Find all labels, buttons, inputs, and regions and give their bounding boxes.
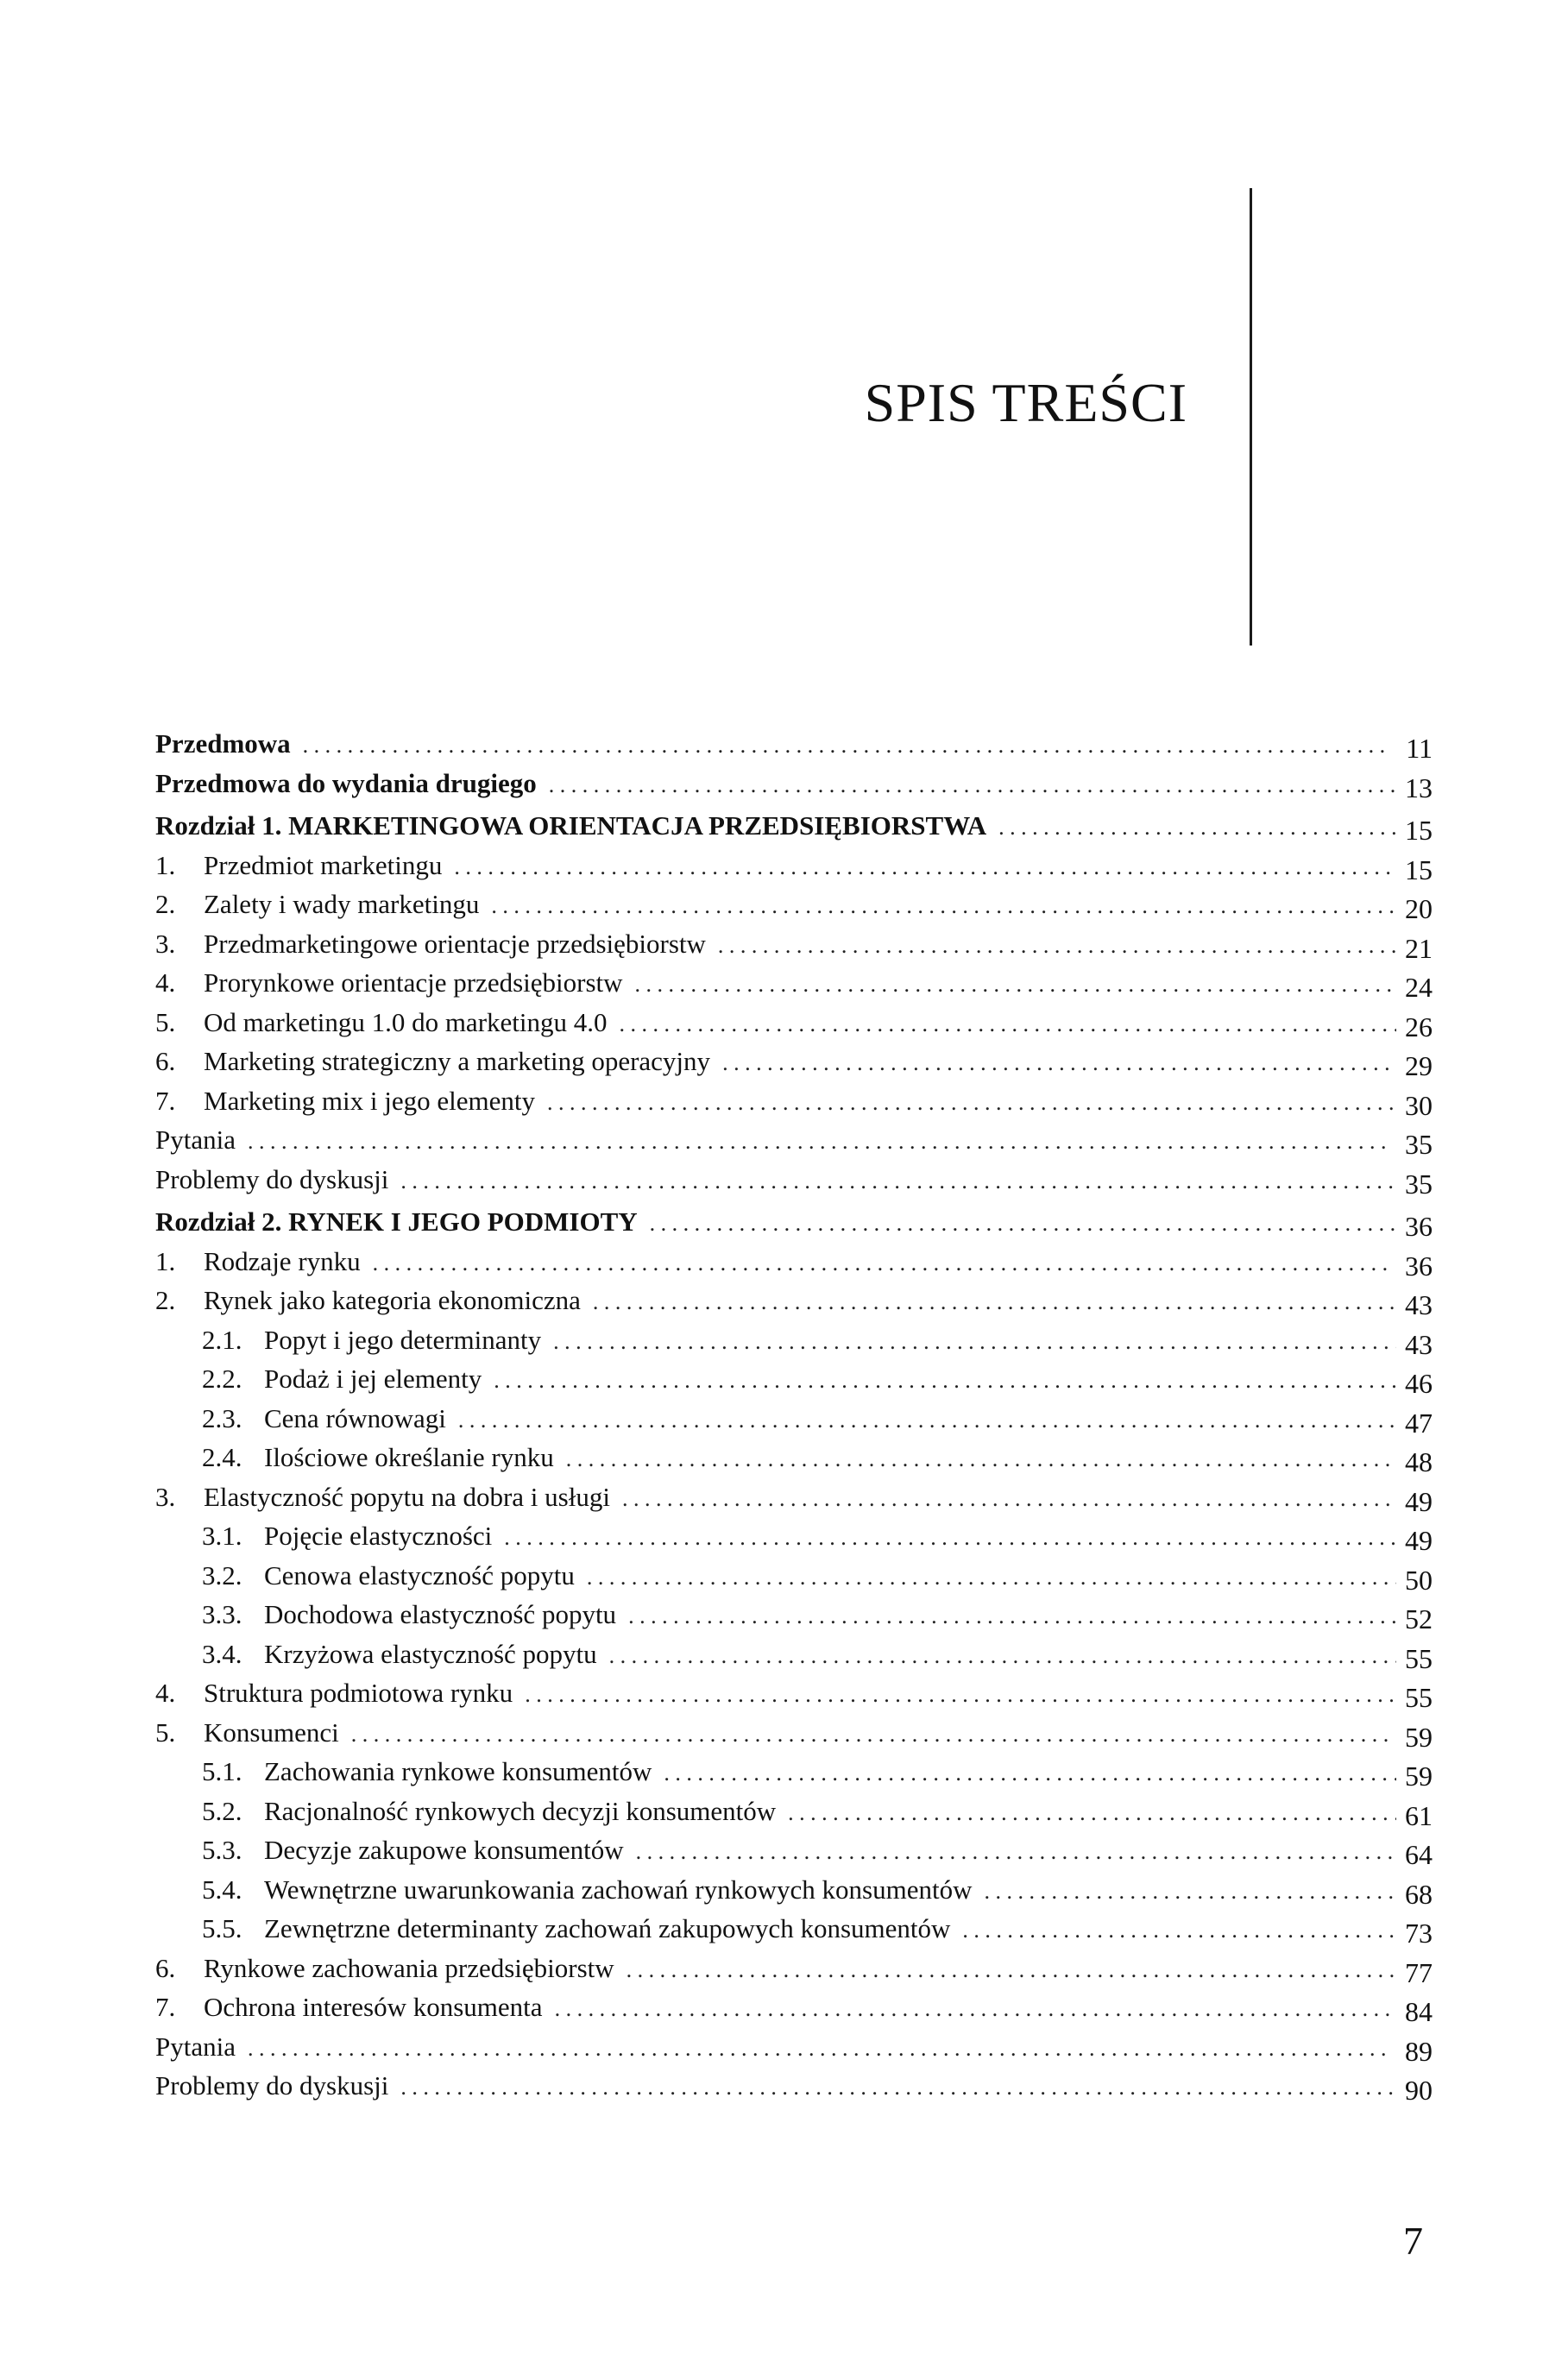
- toc-entry[interactable]: [155, 2069, 1433, 2109]
- toc-entry[interactable]: [155, 1677, 1433, 1716]
- toc-entry-label: Od marketingu 1.0 do marketingu 4.0: [204, 1006, 608, 1037]
- toc-dot-leader: [491, 893, 1396, 919]
- toc-entry-label: Konsumenci: [204, 1716, 339, 1748]
- toc-entry-number: 3.3.: [202, 1599, 242, 1629]
- toc-entry-page: 26: [1405, 1011, 1433, 1042]
- toc-entry[interactable]: [155, 1284, 1433, 1324]
- toc-entry-number: 7.: [155, 1085, 176, 1116]
- toc-entry-number: 6.: [155, 1046, 176, 1076]
- toc-entry[interactable]: [155, 1163, 1433, 1203]
- toc-entry-label: Rozdział 1. MARKETINGOWA ORIENTACJA PRZEDSIĘBIORSTWA: [155, 810, 987, 841]
- toc-entry-number: 3.4.: [202, 1638, 242, 1669]
- toc-entry-number: 5.3.: [202, 1835, 242, 1865]
- toc-dot-leader: [636, 1839, 1396, 1865]
- toc-entry-label: Ilościowe określanie rynku: [264, 1442, 554, 1472]
- toc-entry[interactable]: [155, 1481, 1433, 1521]
- toc-entry-page: 24: [1405, 972, 1433, 1003]
- toc-entry-number: 1.: [155, 1245, 176, 1276]
- toc-entry-label: Cena równowagi: [264, 1402, 446, 1433]
- toc-entry-page: 55: [1405, 1642, 1433, 1674]
- toc-dot-leader: [547, 1090, 1396, 1116]
- toc-entry[interactable]: [155, 1520, 1433, 1559]
- toc-entry[interactable]: [155, 849, 1433, 889]
- toc-entry[interactable]: [155, 1598, 1433, 1638]
- toc-dot-leader: [373, 1250, 1394, 1276]
- toc-entry-number: 3.: [155, 1481, 176, 1512]
- toc-dot-leader: [722, 1050, 1396, 1076]
- toc-entry-label: Zachowania rynkowe konsumentów: [264, 1756, 652, 1786]
- toc-entry-number: 2.4.: [202, 1442, 242, 1472]
- toc-entry-number: 2.: [155, 889, 176, 919]
- toc-entry-page: 49: [1405, 1525, 1433, 1556]
- toc-entry-page: 47: [1405, 1407, 1433, 1439]
- toc-entry[interactable]: [155, 809, 1433, 849]
- toc-entry-number: 5.2.: [202, 1795, 242, 1826]
- toc-entry[interactable]: [155, 1006, 1433, 1046]
- toc-entry-number: 5.1.: [202, 1756, 242, 1786]
- table-of-contents: [155, 727, 1433, 2109]
- toc-entry-page: 46: [1405, 1368, 1433, 1399]
- toc-entry[interactable]: [155, 888, 1433, 928]
- toc-dot-leader: [549, 772, 1396, 798]
- toc-entry-page: 59: [1405, 1760, 1433, 1792]
- toc-entry-label: Decyzje zakupowe konsumentów: [264, 1835, 624, 1865]
- toc-entry-page: 84: [1405, 1996, 1433, 2027]
- toc-entry-number: 2.: [155, 1285, 176, 1315]
- toc-entry[interactable]: [155, 1245, 1433, 1285]
- toc-entry-number: 5.5.: [202, 1913, 242, 1943]
- page-number: 7: [1403, 2219, 1423, 2263]
- toc-entry[interactable]: [155, 1441, 1433, 1481]
- toc-entry-label: Problemy do dyskusji: [155, 2070, 389, 2101]
- toc-entry-label: Rynek jako kategoria ekonomiczna: [204, 1285, 581, 1315]
- toc-entry-page: 61: [1405, 1799, 1433, 1831]
- decorative-vertical-rule: [1250, 188, 1252, 646]
- toc-entry[interactable]: [155, 1912, 1433, 1952]
- toc-entry-page: 35: [1405, 1168, 1433, 1200]
- toc-entry[interactable]: [155, 1045, 1433, 1085]
- toc-dot-leader: [627, 1957, 1396, 1983]
- toc-entry[interactable]: [155, 1874, 1433, 1913]
- toc-entry-label: Ochrona interesów konsumenta: [204, 1992, 543, 2022]
- toc-entry[interactable]: [155, 1402, 1433, 1442]
- toc-entry-label: Dochodowa elastyczność popytu: [264, 1599, 617, 1629]
- toc-entry-label: Prorynkowe orientacje przedsiębiorstw: [204, 967, 623, 998]
- toc-entry[interactable]: [155, 1124, 1433, 1163]
- toc-entry-label: Przedmarketingowe orientacje przedsiębiorstw: [204, 928, 706, 959]
- toc-entry-number: 2.3.: [202, 1402, 242, 1433]
- toc-dot-leader: [248, 1129, 1389, 1155]
- toc-entry[interactable]: [155, 767, 1433, 807]
- toc-entry-label: Przedmowa: [155, 728, 291, 759]
- toc-entry-number: 1.: [155, 849, 176, 880]
- toc-entry-number: 3.1.: [202, 1521, 242, 1551]
- toc-entry-label: Pytania: [155, 2031, 236, 2062]
- toc-dot-leader: [628, 1603, 1396, 1629]
- toc-entry-page: 43: [1405, 1328, 1433, 1360]
- toc-dot-leader: [525, 1682, 1396, 1708]
- toc-entry[interactable]: [155, 1795, 1433, 1835]
- toc-entry-label: Zalety i wady marketingu: [204, 889, 480, 919]
- toc-entry-page: 30: [1405, 1089, 1433, 1121]
- toc-entry-label: Elastyczność popytu na dobra i usługi: [204, 1481, 610, 1512]
- toc-entry-number: 4.: [155, 1678, 176, 1708]
- toc-entry-number: 3.2.: [202, 1559, 242, 1590]
- toc-dot-leader: [664, 1760, 1396, 1786]
- toc-entry[interactable]: [155, 1755, 1433, 1795]
- toc-dot-leader: [555, 1996, 1396, 2022]
- toc-entry-page: 48: [1405, 1446, 1433, 1477]
- toc-dot-leader: [303, 733, 1392, 759]
- toc-entry[interactable]: [155, 1716, 1433, 1756]
- toc-entry-label: Rozdział 2. RYNEK I JEGO PODMIOTY: [155, 1206, 638, 1237]
- toc-entry-page: 20: [1405, 893, 1433, 924]
- toc-entry-page: 29: [1405, 1050, 1433, 1081]
- toc-entry[interactable]: [155, 1324, 1433, 1364]
- toc-entry-number: 2.1.: [202, 1324, 242, 1355]
- toc-entry-label: Rodzaje rynku: [204, 1245, 361, 1276]
- toc-entry-number: 6.: [155, 1952, 176, 1983]
- toc-dot-leader: [553, 1329, 1396, 1355]
- toc-dot-leader: [454, 854, 1395, 880]
- toc-dot-leader: [593, 1289, 1396, 1315]
- toc-entry-page: 11: [1406, 733, 1433, 764]
- toc-entry[interactable]: [155, 2031, 1433, 2070]
- toc-entry-label: Krzyżowa elastyczność popytu: [264, 1638, 597, 1669]
- toc-dot-leader: [504, 1525, 1396, 1551]
- toc-entry-label: Racjonalność rynkowych decyzji konsumentów: [264, 1795, 777, 1826]
- toc-entry-page: 15: [1405, 853, 1433, 885]
- toc-dot-leader: [718, 933, 1396, 959]
- toc-entry-label: Rynkowe zachowania przedsiębiorstw: [204, 1952, 614, 1983]
- toc-dot-leader: [587, 1565, 1396, 1590]
- toc-dot-leader: [458, 1408, 1396, 1433]
- toc-entry[interactable]: [155, 1638, 1433, 1678]
- toc-entry[interactable]: [155, 1952, 1433, 1992]
- toc-entry-label: Wewnętrzne uwarunkowania zachowań rynkowych konsumentów: [264, 1874, 973, 1905]
- toc-entry-label: Marketing mix i jego elementy: [204, 1085, 535, 1116]
- toc-entry-page: 21: [1405, 932, 1433, 964]
- toc-entry-page: 90: [1405, 2075, 1433, 2106]
- toc-dot-leader: [609, 1643, 1396, 1669]
- toc-entry-page: 36: [1405, 1211, 1433, 1242]
- toc-entry-label: Struktura podmiotowa rynku: [204, 1678, 513, 1708]
- toc-entry-page: 52: [1405, 1603, 1433, 1635]
- toc-entry-page: 89: [1405, 2035, 1433, 2067]
- toc-entry-page: 15: [1405, 815, 1433, 846]
- toc-entry-number: 5.: [155, 1716, 176, 1748]
- toc-entry-page: 13: [1405, 772, 1433, 803]
- toc-entry-label: Pojęcie elastyczności: [264, 1521, 493, 1551]
- toc-entry-number: 2.2.: [202, 1364, 242, 1394]
- toc-entry-label: Przedmiot marketingu: [204, 849, 443, 880]
- toc-entry[interactable]: [155, 1085, 1433, 1124]
- toc-entry-label: Pytania: [155, 1124, 236, 1155]
- toc-entry[interactable]: [155, 928, 1433, 967]
- toc-dot-leader: [400, 1168, 1394, 1194]
- toc-dot-leader: [622, 1486, 1396, 1512]
- toc-entry-label: Cenowa elastyczność popytu: [264, 1559, 575, 1590]
- toc-entry[interactable]: [155, 967, 1433, 1006]
- toc-entry-number: 5.: [155, 1006, 176, 1037]
- toc-entry-page: 64: [1405, 1839, 1433, 1870]
- toc-dot-leader: [620, 1011, 1397, 1037]
- toc-entry-label: Przedmowa do wydania drugiego: [155, 767, 537, 798]
- toc-dot-leader: [984, 1879, 1396, 1905]
- toc-entry-number: 5.4.: [202, 1874, 242, 1905]
- toc-entry-number: 4.: [155, 967, 176, 998]
- toc-entry[interactable]: [155, 1206, 1433, 1245]
- toc-entry-label: Zewnętrzne determinanty zachowań zakupowych konsumentów: [264, 1913, 951, 1943]
- toc-dot-leader: [998, 815, 1396, 841]
- toc-dot-leader: [494, 1368, 1396, 1394]
- toc-dot-leader: [351, 1722, 1393, 1748]
- toc-dot-leader: [566, 1446, 1396, 1472]
- toc-entry-page: 49: [1405, 1485, 1433, 1517]
- toc-entry-number: 7.: [155, 1992, 176, 2022]
- toc-entry-page: 68: [1405, 1878, 1433, 1910]
- toc-entry-page: 50: [1405, 1564, 1433, 1596]
- toc-entry-label: Podaż i jej elementy: [264, 1364, 482, 1394]
- toc-entry[interactable]: [155, 1559, 1433, 1599]
- toc-entry-number: 3.: [155, 928, 176, 959]
- toc-entry[interactable]: [155, 1991, 1433, 2031]
- toc-entry-page: 55: [1405, 1682, 1433, 1713]
- toc-dot-leader: [400, 2075, 1394, 2101]
- toc-dot-leader: [635, 972, 1396, 998]
- page-title: SPIS TREŚCI: [864, 372, 1187, 433]
- toc-dot-leader: [788, 1800, 1396, 1826]
- toc-entry-page: 43: [1405, 1289, 1433, 1320]
- toc-dot-leader: [248, 2036, 1389, 2062]
- toc-entry[interactable]: [155, 727, 1433, 767]
- toc-entry-page: 35: [1405, 1129, 1433, 1160]
- toc-dot-leader: [962, 1918, 1396, 1943]
- toc-entry[interactable]: [155, 1363, 1433, 1402]
- toc-dot-leader: [650, 1211, 1396, 1237]
- toc-entry-page: 36: [1405, 1250, 1433, 1282]
- toc-entry-label: Problemy do dyskusji: [155, 1163, 389, 1194]
- toc-entry[interactable]: [155, 1834, 1433, 1874]
- toc-entry-label: Popyt i jego determinanty: [264, 1324, 542, 1355]
- toc-entry-label: Marketing strategiczny a marketing operacyjny: [204, 1046, 711, 1076]
- toc-entry-page: 59: [1405, 1721, 1433, 1753]
- toc-entry-page: 77: [1405, 1956, 1433, 1988]
- toc-entry-page: 73: [1405, 1918, 1433, 1949]
